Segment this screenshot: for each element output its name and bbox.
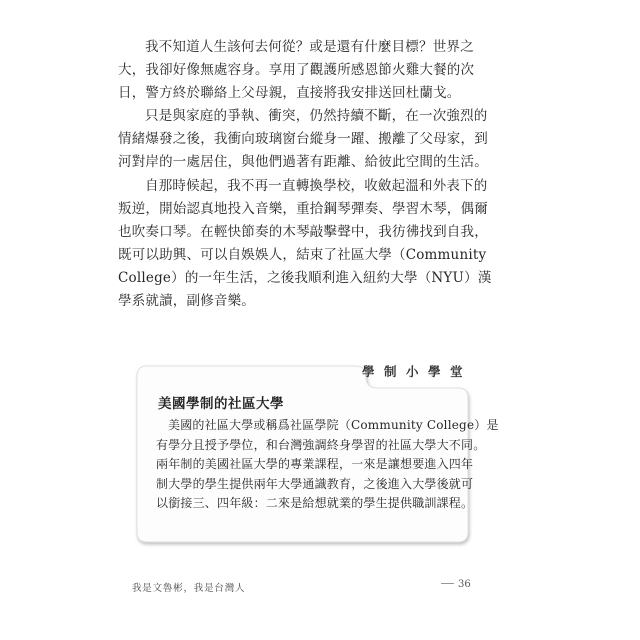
body-line: 叛逆，開始認真地投入音樂，重拾鋼琴彈奏、學習木琴，偶爾 — [118, 200, 488, 217]
body-line: 大，我卻好像無處容身。享用了觀護所感恩節火雞大餐的次 — [118, 62, 475, 79]
body-line: 自那時候起，我不再一直轉換學校，收斂起溫和外表下的 — [145, 177, 488, 194]
body-line: 日，警方終於聯絡上父母親，直接將我安排送回杜蘭戈。 — [118, 85, 461, 102]
info-box-tab-label: 學制小學堂 — [362, 364, 473, 379]
body-line: 學系就讀，副修音樂。 — [118, 293, 255, 310]
body-line: 情緒爆發之後，我衝向玻璃窗台縱身一躍、搬離了父母家，到 — [118, 131, 488, 148]
footer-book-title: 我是文魯彬，我是台灣人 — [132, 583, 246, 594]
body-line: 也吹奏口琴。在輕快節奏的木琴敲擊聲中，我彷彿找到自我， — [118, 223, 488, 240]
page-number-value: 36 — [458, 579, 471, 590]
body-line: 既可以助興、可以自娛娛人，結束了社區大學（Community — [118, 246, 487, 263]
body-line: 只是與家庭的爭執、衝突，仍然持續不斷，在一次強烈的 — [145, 108, 488, 125]
info-box-title: 美國學制的社區大學 — [158, 396, 284, 412]
info-box-line: 制大學的學生提供兩年大學通識教育，之後進入大學後就可 — [156, 476, 474, 491]
footer-page-number — [441, 579, 471, 590]
page-number-dash — [441, 583, 454, 584]
info-box-line: 兩年制的美國社區大學的專業課程，一來是讓想要進入四年 — [156, 457, 474, 472]
main-text-block — [118, 36, 492, 313]
info-box-line: 有學分且授予學位，和台灣強調終身學習的社區大學大不同。 — [156, 437, 486, 452]
info-box-text — [156, 416, 499, 514]
body-line: 我不知道人生該何去何從？或是還有什麼目標？世界之 — [145, 39, 474, 55]
body-line: College）的一年生活，之後我順利進入紐約大學（NYU）漢 — [118, 269, 492, 286]
info-box-line: 美國的社區大學或稱爲社區學院（Community College）是 — [168, 418, 499, 432]
info-box-line: 以銜接三、四年級：二來是給想就業的學生提供職訓課程。 — [156, 496, 474, 511]
body-line: 河對岸的一處居住，與他們過著有距離、給彼此空間的生活。 — [118, 154, 488, 171]
